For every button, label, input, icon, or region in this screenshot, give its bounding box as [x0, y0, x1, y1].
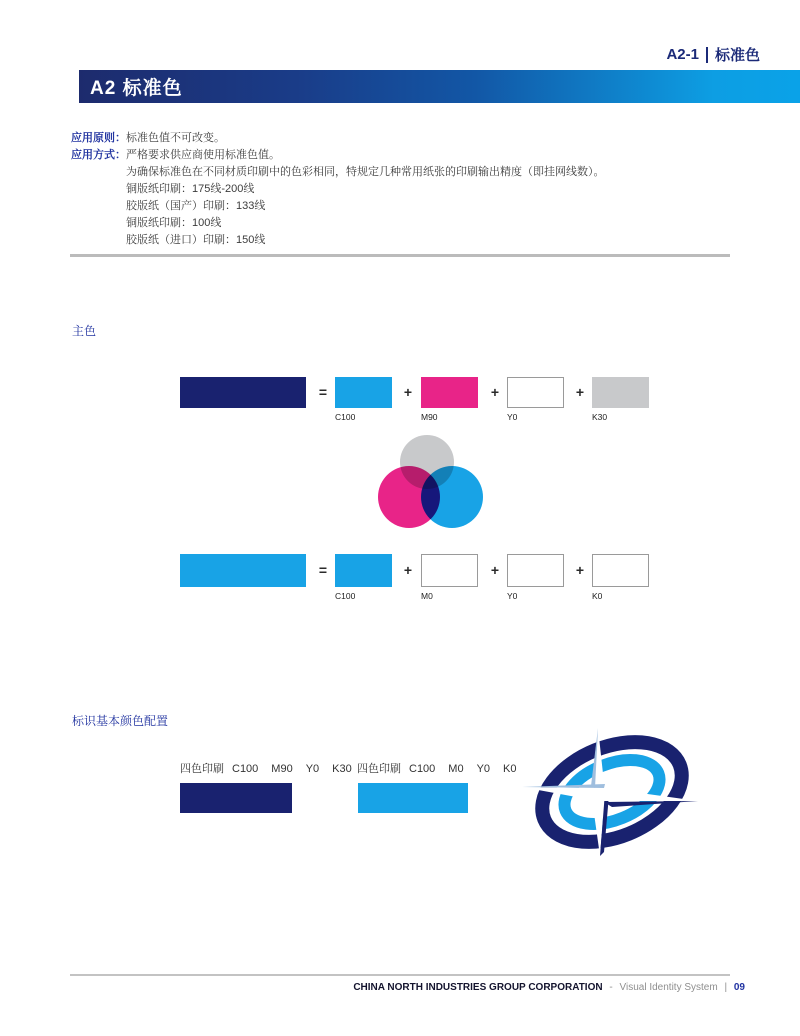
plus-sign: + [575, 562, 585, 578]
plus-sign: + [490, 384, 500, 400]
title-bar [79, 70, 800, 103]
color-swatch-y0 [507, 554, 564, 587]
process-label: 四色印刷 [357, 763, 401, 775]
main-color-section-label: 主色 [72, 324, 97, 338]
method-row [71, 147, 605, 164]
norinco-logo-svg [520, 726, 700, 858]
color-swatch-k30 [592, 377, 649, 408]
cmyk-value: C100 [232, 763, 259, 775]
method-text: 严格要求供应商使用标准色值。 [126, 149, 280, 161]
page-title: A2 标准色 [90, 78, 183, 99]
footer [349, 982, 745, 993]
config-bar-cyan [358, 783, 468, 813]
color-swatch-c100 [335, 377, 392, 408]
config-bar-navy [180, 783, 292, 813]
plus-sign: + [403, 384, 413, 400]
cmyk-value: K0 [503, 763, 517, 775]
swatch-label: Y0 [507, 591, 518, 601]
print-notes [126, 164, 605, 249]
equals-sign: = [318, 562, 328, 578]
swatch-label: C100 [335, 591, 356, 601]
principle-label: 应用原则： [71, 132, 126, 144]
footer-dash: - [609, 982, 613, 993]
plus-sign: + [403, 562, 413, 578]
note-line: 胶版纸（进口）印刷：150线 [126, 234, 266, 246]
cmyk-spec-navy [180, 760, 352, 776]
cmyk-spec-cyan [357, 760, 517, 776]
color-mix-venn-diagram [370, 430, 500, 540]
plus-sign: + [490, 562, 500, 578]
equals-sign: = [318, 384, 328, 400]
swatch-label: M90 [421, 412, 438, 422]
section-divider [70, 254, 730, 257]
color-swatch-navy-result [180, 377, 306, 408]
color-swatch-m90 [421, 377, 478, 408]
principle-text: 标准色值不可改变。 [126, 132, 225, 144]
color-swatch-k0 [592, 554, 649, 587]
page-number: 09 [733, 982, 745, 993]
section-tab [666, 44, 760, 65]
note-line: 铜版纸印刷：175线-200线 [126, 183, 255, 195]
method-label: 应用方式： [71, 149, 126, 161]
footer-pipe: | [724, 982, 728, 993]
norinco-logo-icon [520, 726, 700, 858]
principle-row [71, 130, 605, 147]
plus-sign: + [575, 384, 585, 400]
cmyk-value: M0 [448, 763, 464, 775]
section-tab-label: 标准色 [714, 47, 760, 64]
venn-cyan-circle [421, 466, 483, 528]
section-tab-divider [706, 47, 708, 63]
color-swatch-m0 [421, 554, 478, 587]
swatch-label: K0 [592, 591, 603, 601]
footer-divider [70, 974, 730, 976]
swatch-label: M0 [421, 591, 433, 601]
swatch-label: Y0 [507, 412, 518, 422]
note-line: 铜版纸印刷：100线 [126, 217, 222, 229]
cmyk-value: K30 [332, 763, 352, 775]
note-line: 为确保标准色在不同材质印刷中的色彩相同，特规定几种常用纸张的印刷输出精度（即挂网线数）。 [126, 166, 605, 178]
cmyk-value: Y0 [305, 763, 320, 775]
note-line: 胶版纸（国产）印刷：133线 [126, 200, 266, 212]
cmyk-value: C100 [409, 763, 436, 775]
color-swatch-y0 [507, 377, 564, 408]
color-swatch-c100 [335, 554, 392, 587]
logo-color-section-label: 标识基本颜色配置 [72, 714, 169, 728]
section-tab-code: A2-1 [666, 46, 699, 63]
color-swatch-cyan-result [180, 554, 306, 587]
cmyk-value: Y0 [476, 763, 491, 775]
swatch-label: C100 [335, 412, 356, 422]
swatch-label: K30 [592, 412, 608, 422]
footer-system-name: Visual Identity System [619, 982, 718, 993]
cmyk-value: M90 [271, 763, 293, 775]
application-rules [71, 130, 605, 249]
process-label: 四色印刷 [180, 763, 224, 775]
footer-company-name: CHINA NORTH INDUSTRIES GROUP CORPORATION [353, 982, 603, 993]
